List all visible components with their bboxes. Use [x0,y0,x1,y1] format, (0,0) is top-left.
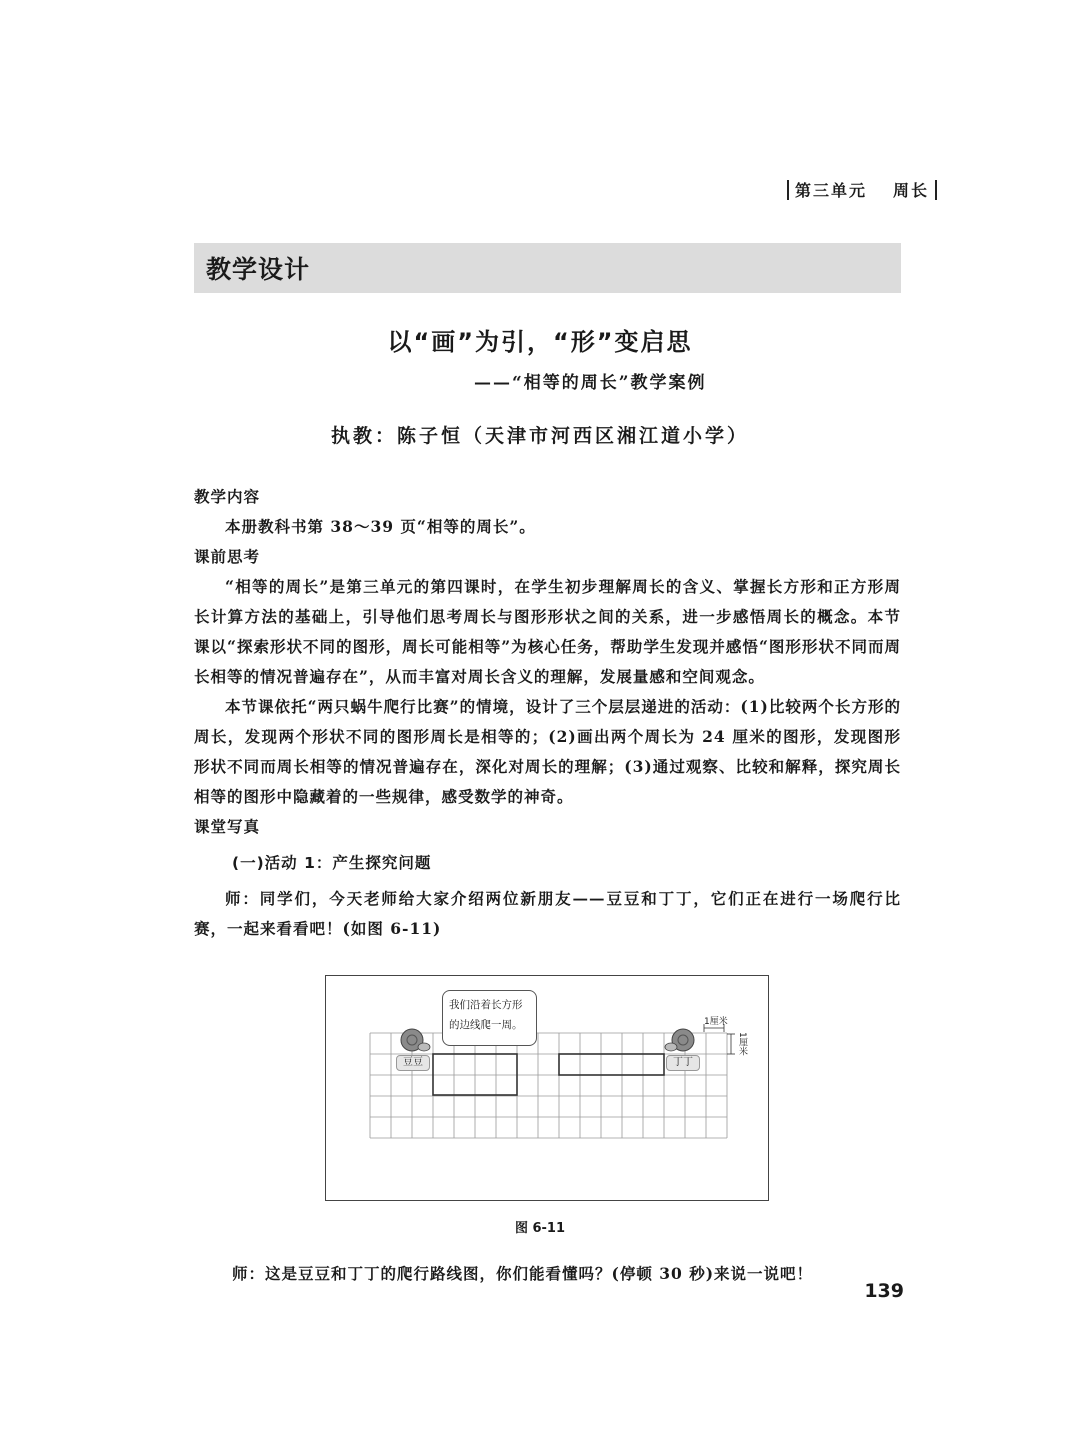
page-number: 139 [864,1280,904,1302]
header-bar-right [935,180,937,200]
header-bar-left [787,180,789,200]
figure-caption: 图 6-11 [514,1221,566,1236]
article-title: 以“画”为引，“形”变启思 [387,328,693,356]
article-subtitle: ——“相等的周长”教学案例 [474,373,707,393]
grid-diagram [326,976,768,1200]
figure-6-11 [325,975,769,1201]
heading-pre-thinking: 课前思考 [194,548,261,566]
paragraph-teaching-content: 本册教科书第 38～39 页“相等的周长”。 [225,517,536,536]
heading-teaching-content: 教学内容 [194,488,261,506]
heading-activity-1: (一)活动 1：产生探究问题 [232,854,432,872]
paragraph-pre-thinking-2: 本节课依托“两只蜗牛爬行比赛”的情境，设计了三个层层递进的活动：(1)比较两个长方形的周长，发现两个形状不同的图形周长是相等的；(2)画出两个周长为 24 厘米的图形，发现图形形状不同而周长相等的情况普遍存在，深化对周长的理解；(3)通过观察、比较和解释，探究周长相等的图形中隐藏着的一些规律，感受数学的神奇。 [194,697,901,806]
snail-dingding-icon [665,1029,694,1051]
heading-classroom: 课堂写真 [194,818,261,836]
unit-indicator [704,1024,735,1054]
paragraph-teacher-2: 师：这是豆豆和丁丁的爬行路线图，你们能看懂吗？(停顿 30 秒)来说一说吧！ [232,1264,814,1283]
unit-label-horizontal: 1厘米 [704,1017,728,1027]
section-banner [194,243,901,293]
paragraph-pre-thinking-1: “相等的周长”是第三单元的第四课时，在学生初步理解周长的含义、掌握长方形和正方形周长计算方法的基础上，引导他们思考周长与图形形状之间的关系，进一步感悟周长的概念。本节课以“探索形状不同的图形，周长可能相等”为核心任务，帮助学生发现并感悟“图形形状不同而周长相等的情况普遍存在”，从而丰富对周长含义的理解，发展量感和空间观念。 [194,577,901,686]
label-doudou: 豆豆 [396,1055,430,1071]
label-dingding: 丁丁 [666,1055,700,1071]
section-title: 教学设计 [206,255,311,284]
header-unit: 第三单元 [794,181,867,200]
author-line: 执教：陈子恒（天津市河西区湘江道小学） [330,425,749,447]
running-header [787,178,937,201]
speech-bubble: 我们沿着长方形的边线爬一周。 [442,990,537,1046]
unit-label-vertical: 1厘米 [737,1032,747,1056]
header-topic: 周长 [892,181,929,200]
article-body [194,482,901,944]
paragraph-teacher-1: 师：同学们，今天老师给大家介绍两位新朋友——豆豆和丁丁，它们正在进行一场爬行比赛，一起来看看吧！(如图 6-11) [194,889,901,938]
snail-doudou-icon [401,1029,430,1051]
rectangle-dingding [559,1054,664,1075]
